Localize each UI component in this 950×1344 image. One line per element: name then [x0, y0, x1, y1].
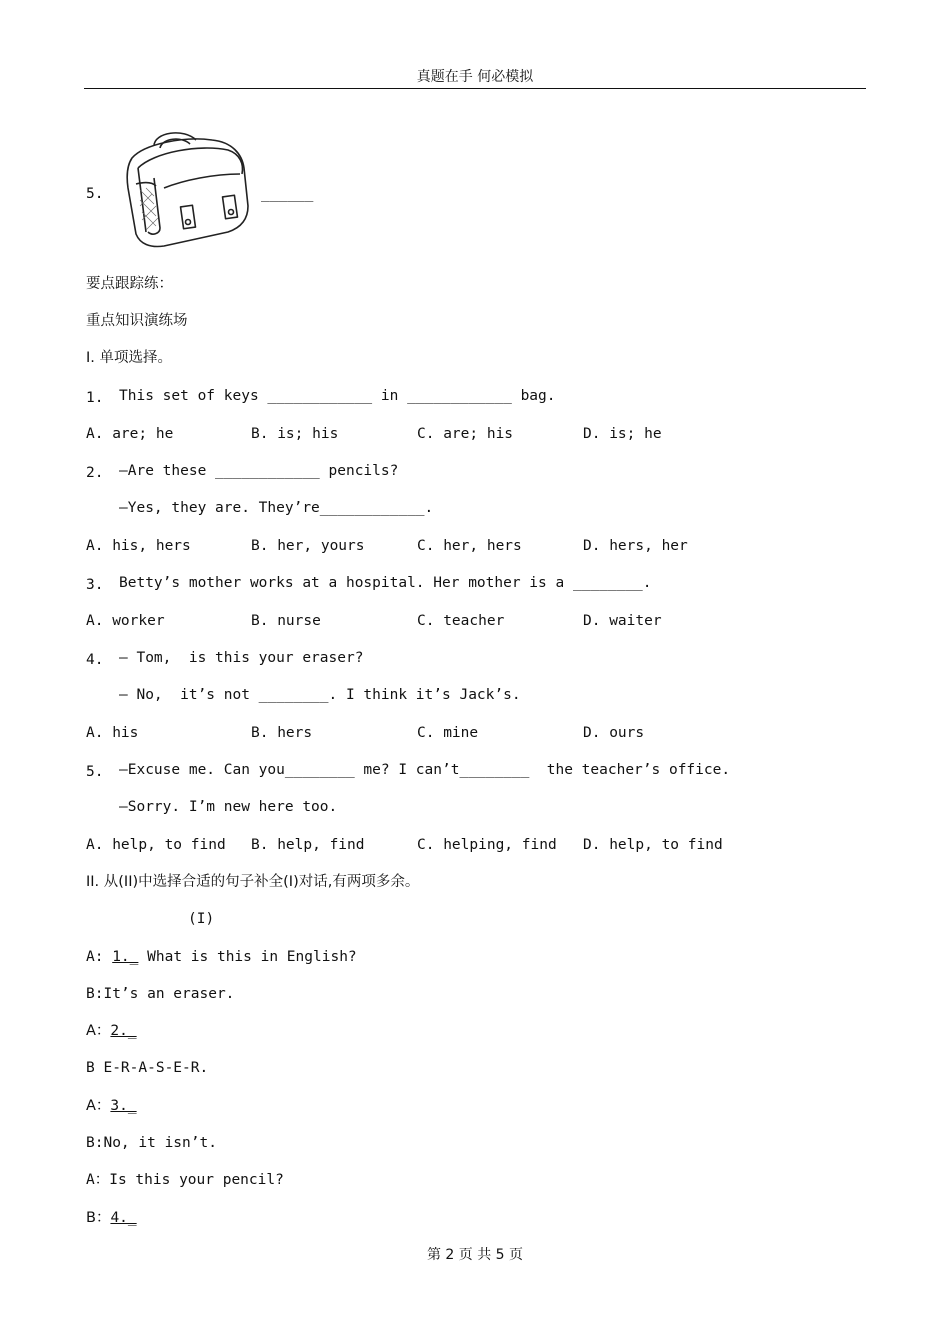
q1-option-b[interactable]: B. is; his — [251, 426, 339, 442]
q3-number: 3. — [86, 577, 104, 593]
q3-option-b[interactable]: B. nurse — [251, 613, 321, 629]
q5-line1: —Excuse me. Can you________ me? I can’t________ the teacher’s office. — [119, 762, 731, 778]
q2-option-b[interactable]: B. her, yours — [251, 538, 365, 554]
dialogue-speaker: A： — [86, 1023, 111, 1039]
q1-option-c[interactable]: C. are; his — [417, 426, 514, 442]
section-drill: 重点知识演练场 — [86, 313, 188, 329]
q2-line1: —Are these ____________ pencils? — [119, 463, 399, 479]
q4-line2: — No, it’s not ________. I think it’s Jack’s. — [119, 687, 521, 703]
dialogue-line-3 — [86, 1021, 137, 1041]
dialogue-line-8 — [86, 1208, 137, 1228]
q4-number: 4. — [86, 652, 104, 668]
part2-title: II. 从(II)中选择合适的句子补全(I)对话,有两项多余。 — [86, 874, 420, 890]
q4-option-b[interactable]: B. hers — [251, 725, 313, 741]
q1-option-d[interactable]: D. is; he — [583, 426, 662, 442]
q4-line1: — Tom, is this your eraser? — [119, 650, 364, 666]
q4-option-d[interactable]: D. ours — [583, 725, 645, 741]
q2-option-a[interactable]: A. his, hers — [86, 538, 191, 554]
q1-number: 1. — [86, 390, 104, 406]
q4-option-a[interactable]: A. his — [86, 725, 139, 741]
q2-number: 2. — [86, 465, 104, 481]
header-divider — [84, 88, 866, 89]
q3-option-c[interactable]: C. teacher — [417, 613, 505, 629]
part2-subtitle: (I) — [188, 911, 215, 927]
dialogue-line-4: B E-R-A-S-E-R. — [86, 1060, 209, 1076]
q2-line2: —Yes, they are. They’re____________. — [119, 500, 434, 516]
q2-option-d[interactable]: D. hers, her — [583, 538, 688, 554]
dialogue-speaker: A: — [86, 949, 113, 965]
q1-option-a[interactable]: A. are; he — [86, 426, 174, 442]
q2-option-c[interactable]: C. her, hers — [417, 538, 522, 554]
q5-line2: —Sorry. I’m new here too. — [119, 799, 338, 815]
dialogue-text: What is this in English? — [138, 949, 357, 965]
dialogue-line-6: B:No, it isn’t. — [86, 1135, 217, 1151]
section-practice: 要点跟踪练： — [86, 276, 173, 292]
q5-option-a[interactable]: A. help, to find — [86, 837, 226, 853]
dialogue-speaker: A： — [86, 1098, 111, 1114]
dialogue-blank-2[interactable]: 2._ — [110, 1023, 137, 1039]
dialogue-blank-1[interactable]: 1._ — [112, 949, 139, 965]
dialogue-line-1 — [86, 947, 357, 967]
picture-item-number: 5. — [86, 186, 104, 202]
q5-number: 5. — [86, 764, 104, 780]
page-footer: 第 2 页 共 5 页 — [426, 1247, 524, 1263]
part1-title: I. 单项选择。 — [86, 350, 172, 366]
dialogue-blank-4[interactable]: 4._ — [110, 1210, 137, 1226]
q3-option-a[interactable]: A. worker — [86, 613, 165, 629]
dialogue-line-5 — [86, 1096, 137, 1116]
q1-text: This set of keys ____________ in ____________ bag. — [119, 388, 556, 404]
page-header: 真题在手 何必模拟 — [416, 69, 534, 85]
q5-option-d[interactable]: D. help, to find — [583, 837, 723, 853]
backpack-icon — [124, 128, 256, 252]
q4-option-c[interactable]: C. mine — [417, 725, 479, 741]
q3-text: Betty’s mother works at a hospital. Her mother is a ________. — [119, 575, 652, 591]
q5-option-b[interactable]: B. help, find — [251, 837, 365, 853]
dialogue-line-2: B:It’s an eraser. — [86, 986, 235, 1002]
picture-item-blank[interactable]: ______ — [261, 186, 314, 202]
q3-option-d[interactable]: D. waiter — [583, 613, 662, 629]
dialogue-line-7: A：Is this your pencil? — [86, 1172, 284, 1188]
q5-option-c[interactable]: C. helping, find — [417, 837, 557, 853]
dialogue-blank-3[interactable]: 3._ — [110, 1098, 137, 1114]
dialogue-speaker: B： — [86, 1210, 111, 1226]
